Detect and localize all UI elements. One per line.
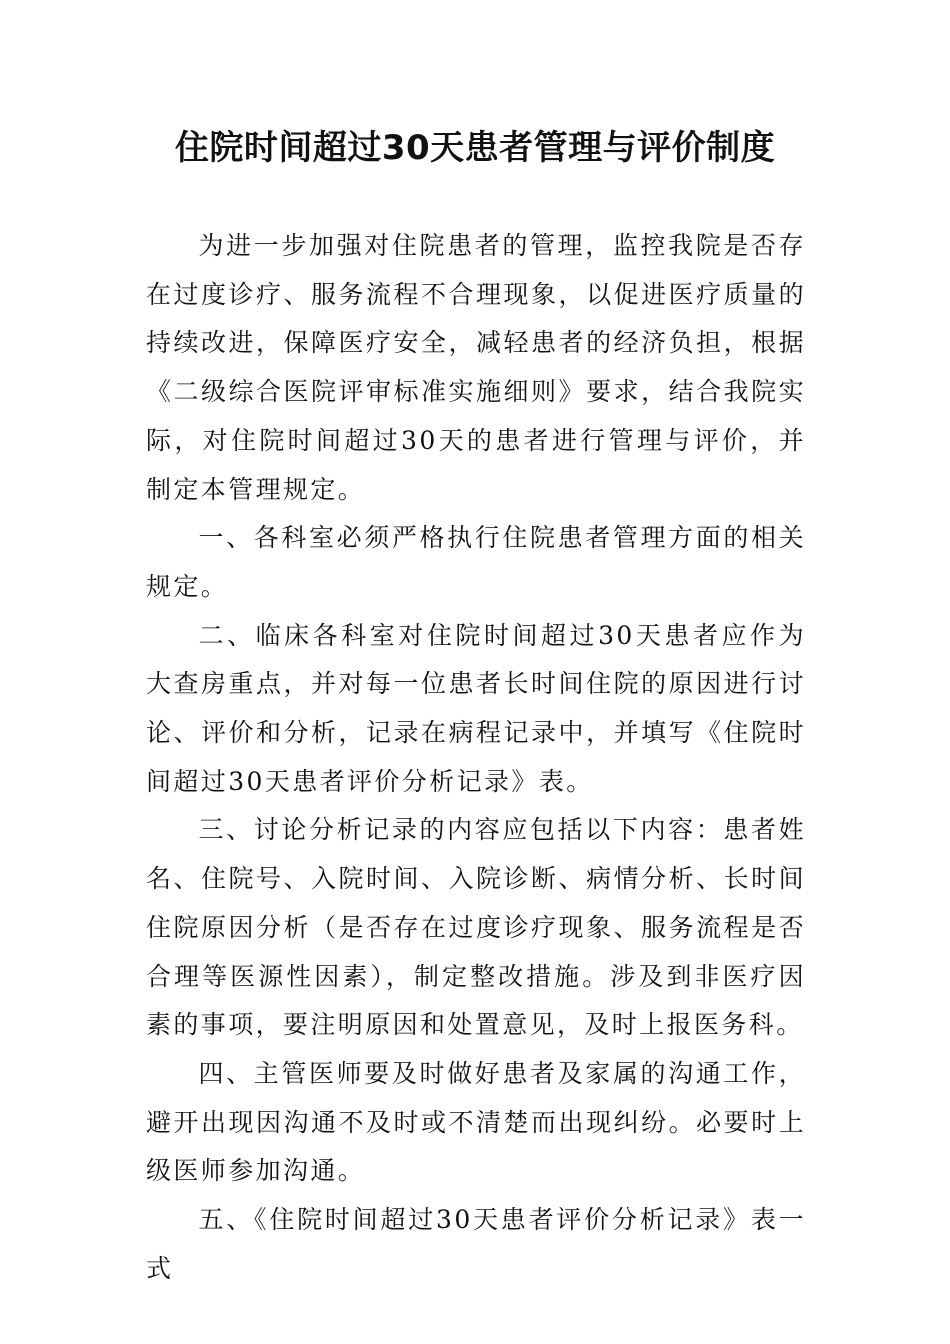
- paragraph-item-2: 二、临床各科室对住院时间超过30天患者应作为大查房重点，并对每一位患者长时间住院的原因进行讨论、评价和分析，记录在病程记录中，并填写《住院时间超过30天患者评价分析记录》表。: [146, 620, 806, 796]
- paragraph-item-1: 一、各科室必须严格执行住院患者管理方面的相关规定。: [146, 523, 806, 601]
- paragraph-item-5: 五、《住院时间超过30天患者评价分析记录》表一式: [146, 1205, 806, 1283]
- document-title: 住院时间超过30天患者管理与评价制度: [174, 128, 776, 168]
- paragraph-item-4: 四、主管医师要及时做好患者及家属的沟通工作，避开出现因沟通不及时或不清楚而出现纠纷。必要时上级医师参加沟通。: [146, 1058, 806, 1186]
- document-body: [146, 222, 806, 1293]
- paragraph-intro: 为进一步加强对住院患者的管理，监控我院是否存在过度诊疗、服务流程不合理现象，以促进医疗质量的持续改进，保障医疗安全，减轻患者的经济负担，根据《二级综合医院评审标准实施细则》要求，结合我院实际，对住院时间超过30天的患者进行管理与评价，并制定本管理规定。: [146, 231, 806, 504]
- paragraph-item-3: 三、讨论分析记录的内容应包括以下内容：患者姓名、住院号、入院时间、入院诊断、病情分析、长时间住院原因分析（是否存在过度诊疗现象、服务流程是否合理等医源性因素），制定整改措施。涉及到非医疗因素的事项，要注明原因和处置意见，及时上报医务科。: [146, 815, 806, 1040]
